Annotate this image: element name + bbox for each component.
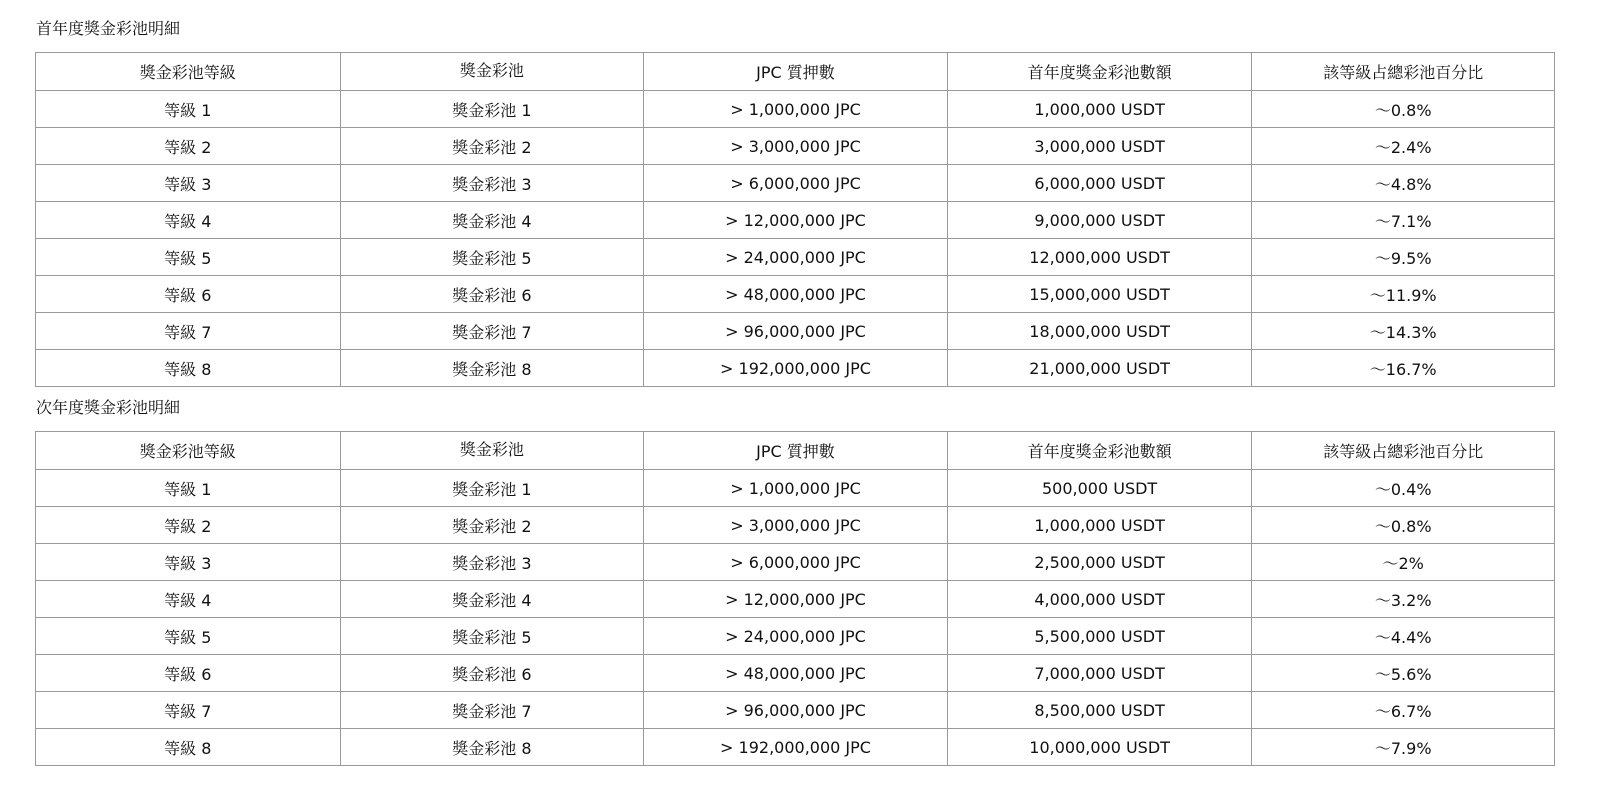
header-pool-amount: 首年度獎金彩池數額	[947, 432, 1252, 470]
cell-pool-amount: 500,000 USDT	[947, 470, 1252, 507]
cell-pool-level: 等級 8	[36, 729, 341, 766]
cell-pool-amount: 7,000,000 USDT	[947, 655, 1252, 692]
table-row	[36, 581, 1555, 618]
cell-jpc-stake: > 1,000,000 JPC	[644, 470, 948, 507]
cell-jpc-stake: > 48,000,000 JPC	[644, 655, 948, 692]
cell-jpc-stake: > 1,000,000 JPC	[644, 91, 948, 128]
table-row	[36, 507, 1555, 544]
cell-pool-level: 等級 4	[36, 202, 341, 239]
cell-pool-amount: 18,000,000 USDT	[947, 313, 1252, 350]
header-jpc-stake: JPC 質押數	[644, 53, 948, 91]
cell-percentage: ～3.2%	[1252, 581, 1555, 618]
cell-pool-level: 等級 7	[36, 313, 341, 350]
cell-pool-name: 獎金彩池 3	[340, 544, 644, 581]
cell-jpc-stake: > 3,000,000 JPC	[644, 507, 948, 544]
cell-pool-amount: 8,500,000 USDT	[947, 692, 1252, 729]
table-row	[36, 128, 1555, 165]
header-pool-level: 獎金彩池等級	[36, 432, 341, 470]
cell-pool-name: 獎金彩池 8	[340, 350, 644, 387]
cell-pool-level: 等級 6	[36, 276, 341, 313]
cell-percentage: ～2.4%	[1252, 128, 1555, 165]
cell-percentage: ～2%	[1252, 544, 1555, 581]
table-row	[36, 655, 1555, 692]
cell-pool-amount: 3,000,000 USDT	[947, 128, 1252, 165]
cell-pool-name: 獎金彩池 7	[340, 692, 644, 729]
cell-pool-name: 獎金彩池 4	[340, 202, 644, 239]
cell-pool-level: 等級 7	[36, 692, 341, 729]
cell-pool-name: 獎金彩池 8	[340, 729, 644, 766]
table-row	[36, 692, 1555, 729]
cell-pool-level: 等級 1	[36, 470, 341, 507]
cell-jpc-stake: > 3,000,000 JPC	[644, 128, 948, 165]
table-row	[36, 350, 1555, 387]
table-row	[36, 618, 1555, 655]
table-row	[36, 202, 1555, 239]
cell-pool-amount: 12,000,000 USDT	[947, 239, 1252, 276]
table-row	[36, 276, 1555, 313]
header-pool: 獎金彩池	[340, 432, 644, 470]
cell-jpc-stake: > 6,000,000 JPC	[644, 544, 948, 581]
first-year-pool-table	[35, 52, 1555, 387]
cell-pool-name: 獎金彩池 4	[340, 581, 644, 618]
cell-percentage: ～7.1%	[1252, 202, 1555, 239]
cell-pool-level: 等級 1	[36, 91, 341, 128]
cell-pool-name: 獎金彩池 2	[340, 507, 644, 544]
cell-pool-name: 獎金彩池 6	[340, 655, 644, 692]
cell-pool-amount: 9,000,000 USDT	[947, 202, 1252, 239]
header-pool: 獎金彩池	[340, 53, 644, 91]
cell-pool-level: 等級 8	[36, 350, 341, 387]
cell-pool-amount: 15,000,000 USDT	[947, 276, 1252, 313]
cell-percentage: ～11.9%	[1252, 276, 1555, 313]
cell-percentage: ～0.8%	[1252, 507, 1555, 544]
table-row	[36, 239, 1555, 276]
table-row	[36, 470, 1555, 507]
cell-pool-amount: 10,000,000 USDT	[947, 729, 1252, 766]
section-title-second-year: 次年度獎金彩池明細	[36, 398, 181, 417]
cell-pool-amount: 1,000,000 USDT	[947, 507, 1252, 544]
table-header-row	[36, 432, 1555, 470]
cell-percentage: ～7.9%	[1252, 729, 1555, 766]
cell-percentage: ～9.5%	[1252, 239, 1555, 276]
cell-pool-level: 等級 5	[36, 618, 341, 655]
table-row	[36, 729, 1555, 766]
cell-pool-level: 等級 6	[36, 655, 341, 692]
cell-pool-name: 獎金彩池 7	[340, 313, 644, 350]
header-jpc-stake: JPC 質押數	[644, 432, 948, 470]
cell-pool-level: 等級 2	[36, 507, 341, 544]
cell-pool-name: 獎金彩池 3	[340, 165, 644, 202]
cell-percentage: ～0.8%	[1252, 91, 1555, 128]
cell-pool-name: 獎金彩池 5	[340, 618, 644, 655]
table-row	[36, 91, 1555, 128]
cell-pool-name: 獎金彩池 2	[340, 128, 644, 165]
header-pool-amount: 首年度獎金彩池數額	[947, 53, 1252, 91]
cell-percentage: ～4.8%	[1252, 165, 1555, 202]
header-percentage: 該等級占總彩池百分比	[1252, 53, 1555, 91]
cell-pool-amount: 6,000,000 USDT	[947, 165, 1252, 202]
cell-pool-name: 獎金彩池 6	[340, 276, 644, 313]
cell-jpc-stake: > 96,000,000 JPC	[644, 692, 948, 729]
cell-pool-level: 等級 3	[36, 544, 341, 581]
cell-jpc-stake: > 192,000,000 JPC	[644, 350, 948, 387]
header-pool-level: 獎金彩池等級	[36, 53, 341, 91]
cell-pool-amount: 2,500,000 USDT	[947, 544, 1252, 581]
cell-jpc-stake: > 6,000,000 JPC	[644, 165, 948, 202]
cell-jpc-stake: > 192,000,000 JPC	[644, 729, 948, 766]
cell-pool-level: 等級 3	[36, 165, 341, 202]
cell-pool-name: 獎金彩池 1	[340, 91, 644, 128]
cell-percentage: ～5.6%	[1252, 655, 1555, 692]
cell-jpc-stake: > 12,000,000 JPC	[644, 202, 948, 239]
section-title-first-year: 首年度獎金彩池明細	[36, 19, 181, 38]
header-percentage: 該等級占總彩池百分比	[1252, 432, 1555, 470]
table-row	[36, 544, 1555, 581]
cell-pool-name: 獎金彩池 5	[340, 239, 644, 276]
cell-pool-level: 等級 2	[36, 128, 341, 165]
second-year-pool-table	[35, 431, 1555, 766]
cell-pool-name: 獎金彩池 1	[340, 470, 644, 507]
cell-percentage: ～16.7%	[1252, 350, 1555, 387]
cell-pool-level: 等級 5	[36, 239, 341, 276]
cell-jpc-stake: > 12,000,000 JPC	[644, 581, 948, 618]
cell-percentage: ～14.3%	[1252, 313, 1555, 350]
cell-jpc-stake: > 96,000,000 JPC	[644, 313, 948, 350]
cell-percentage: ～6.7%	[1252, 692, 1555, 729]
cell-pool-amount: 21,000,000 USDT	[947, 350, 1252, 387]
cell-pool-level: 等級 4	[36, 581, 341, 618]
cell-percentage: ～0.4%	[1252, 470, 1555, 507]
cell-pool-amount: 5,500,000 USDT	[947, 618, 1252, 655]
table-row	[36, 313, 1555, 350]
cell-pool-amount: 4,000,000 USDT	[947, 581, 1252, 618]
cell-pool-amount: 1,000,000 USDT	[947, 91, 1252, 128]
cell-jpc-stake: > 48,000,000 JPC	[644, 276, 948, 313]
cell-jpc-stake: > 24,000,000 JPC	[644, 239, 948, 276]
table-row	[36, 165, 1555, 202]
cell-jpc-stake: > 24,000,000 JPC	[644, 618, 948, 655]
cell-percentage: ～4.4%	[1252, 618, 1555, 655]
table-header-row	[36, 53, 1555, 91]
